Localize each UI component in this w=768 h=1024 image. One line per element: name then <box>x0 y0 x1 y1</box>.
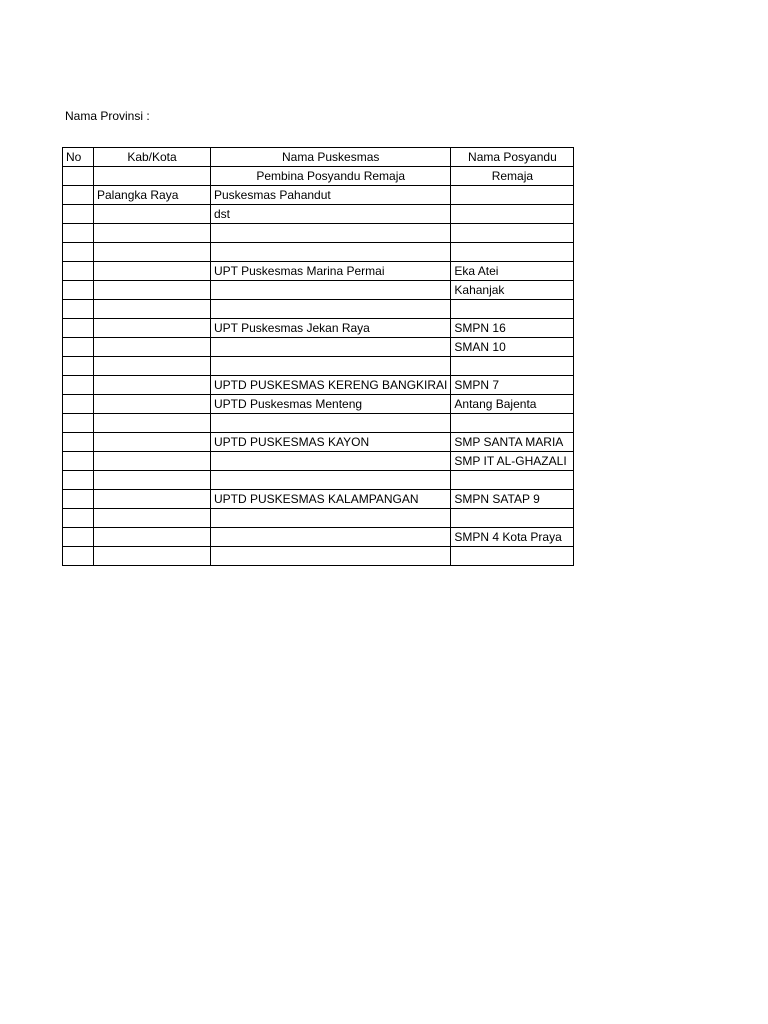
cell-nama-puskesmas[interactable]: UPT Puskesmas Marina Permai <box>211 262 451 281</box>
cell-no[interactable] <box>63 243 94 262</box>
table-row <box>63 490 574 509</box>
posyandu-table <box>62 147 574 566</box>
cell-nama-puskesmas[interactable] <box>211 243 451 262</box>
cell-nama-posyandu[interactable]: SMP IT AL-GHAZALI <box>451 452 574 471</box>
header-no[interactable]: No <box>63 148 94 167</box>
cell-nama-posyandu[interactable]: SMPN 4 Kota Praya <box>451 528 574 547</box>
cell-nama-posyandu[interactable] <box>451 224 574 243</box>
cell-nama-posyandu[interactable]: SMPN SATAP 9 <box>451 490 574 509</box>
cell-no[interactable] <box>63 414 94 433</box>
cell-nama-posyandu[interactable]: SMPN 16 <box>451 319 574 338</box>
cell-nama-puskesmas[interactable]: Puskesmas Pahandut <box>211 186 451 205</box>
cell-kab-kota[interactable] <box>94 205 211 224</box>
cell-nama-posyandu[interactable] <box>451 300 574 319</box>
cell-no[interactable] <box>63 205 94 224</box>
table-row <box>63 395 574 414</box>
cell-nama-puskesmas[interactable]: UPT Puskesmas Jekan Raya <box>211 319 451 338</box>
cell-no[interactable] <box>63 262 94 281</box>
cell-nama-posyandu[interactable]: Eka Atei <box>451 262 574 281</box>
header-kab-kota[interactable]: Kab/Kota <box>94 148 211 167</box>
cell-no[interactable] <box>63 319 94 338</box>
cell-kab-kota[interactable] <box>94 319 211 338</box>
cell-kab-kota[interactable] <box>94 547 211 566</box>
cell-no[interactable] <box>63 300 94 319</box>
table-row <box>63 186 574 205</box>
cell-nama-puskesmas[interactable] <box>211 471 451 490</box>
header-nama-posyandu[interactable]: Nama Posyandu <box>451 148 574 167</box>
cell-no[interactable] <box>63 186 94 205</box>
header-nama-puskesmas[interactable]: Nama Puskesmas <box>211 148 451 167</box>
cell-kab-kota[interactable] <box>94 490 211 509</box>
table-row <box>63 528 574 547</box>
table-row <box>63 509 574 528</box>
cell-no[interactable] <box>63 376 94 395</box>
cell-nama-posyandu[interactable] <box>451 414 574 433</box>
table-row <box>63 319 574 338</box>
cell-nama-puskesmas[interactable] <box>211 528 451 547</box>
cell-no[interactable] <box>63 490 94 509</box>
table-row <box>63 357 574 376</box>
cell-nama-posyandu[interactable] <box>451 547 574 566</box>
cell-nama-puskesmas[interactable] <box>211 509 451 528</box>
cell-nama-puskesmas[interactable]: UPTD PUSKESMAS KALAMPANGAN <box>211 490 451 509</box>
cell-no[interactable] <box>63 224 94 243</box>
cell-nama-posyandu[interactable] <box>451 186 574 205</box>
cell-no[interactable] <box>63 509 94 528</box>
header-remaja[interactable]: Remaja <box>451 167 574 186</box>
cell-nama-puskesmas[interactable]: UPTD PUSKESMAS KAYON <box>211 433 451 452</box>
cell-nama-posyandu[interactable] <box>451 471 574 490</box>
cell-no[interactable] <box>63 338 94 357</box>
cell-nama-puskesmas[interactable]: UPTD PUSKESMAS KERENG BANGKIRAI <box>211 376 451 395</box>
cell-kab-kota[interactable] <box>94 471 211 490</box>
cell-no[interactable] <box>63 395 94 414</box>
cell-kab-kota[interactable] <box>94 395 211 414</box>
cell-kab-kota[interactable] <box>94 414 211 433</box>
header-cell[interactable] <box>94 167 211 186</box>
cell-nama-puskesmas[interactable] <box>211 338 451 357</box>
table-row <box>63 376 574 395</box>
cell-nama-posyandu[interactable] <box>451 357 574 376</box>
cell-kab-kota[interactable]: Palangka Raya <box>94 186 211 205</box>
cell-nama-puskesmas[interactable] <box>211 414 451 433</box>
header-row <box>63 167 574 186</box>
header-pembina-posyandu-remaja[interactable]: Pembina Posyandu Remaja <box>211 167 451 186</box>
cell-nama-posyandu[interactable]: Kahanjak <box>451 281 574 300</box>
cell-kab-kota[interactable] <box>94 357 211 376</box>
cell-kab-kota[interactable] <box>94 224 211 243</box>
table-row <box>63 262 574 281</box>
table-row <box>63 338 574 357</box>
table-row <box>63 224 574 243</box>
cell-no[interactable] <box>63 357 94 376</box>
header-row <box>63 148 574 167</box>
province-label: Nama Provinsi : <box>65 109 150 123</box>
cell-nama-posyandu[interactable]: SMPN 7 <box>451 376 574 395</box>
cell-nama-posyandu[interactable] <box>451 509 574 528</box>
cell-nama-posyandu[interactable]: SMAN 10 <box>451 338 574 357</box>
cell-nama-puskesmas[interactable] <box>211 281 451 300</box>
cell-nama-puskesmas[interactable]: UPTD Puskesmas Menteng <box>211 395 451 414</box>
cell-kab-kota[interactable] <box>94 509 211 528</box>
table-row <box>63 205 574 224</box>
table-row <box>63 471 574 490</box>
cell-no[interactable] <box>63 528 94 547</box>
cell-no[interactable] <box>63 547 94 566</box>
cell-kab-kota[interactable] <box>94 338 211 357</box>
cell-no[interactable] <box>63 433 94 452</box>
cell-nama-puskesmas[interactable] <box>211 357 451 376</box>
cell-kab-kota[interactable] <box>94 262 211 281</box>
header-cell[interactable] <box>63 167 94 186</box>
cell-nama-posyandu[interactable]: SMP SANTA MARIA <box>451 433 574 452</box>
cell-nama-puskesmas[interactable]: dst <box>211 205 451 224</box>
table-row <box>63 547 574 566</box>
cell-nama-posyandu[interactable]: Antang Bajenta <box>451 395 574 414</box>
cell-nama-puskesmas[interactable] <box>211 452 451 471</box>
cell-kab-kota[interactable] <box>94 243 211 262</box>
cell-kab-kota[interactable] <box>94 281 211 300</box>
cell-no[interactable] <box>63 452 94 471</box>
cell-no[interactable] <box>63 471 94 490</box>
table-row <box>63 433 574 452</box>
cell-no[interactable] <box>63 281 94 300</box>
cell-nama-posyandu[interactable] <box>451 205 574 224</box>
cell-kab-kota[interactable] <box>94 452 211 471</box>
table-row <box>63 414 574 433</box>
table-row <box>63 300 574 319</box>
cell-nama-posyandu[interactable] <box>451 243 574 262</box>
cell-nama-puskesmas[interactable] <box>211 300 451 319</box>
cell-kab-kota[interactable] <box>94 300 211 319</box>
table-row <box>63 281 574 300</box>
cell-kab-kota[interactable] <box>94 528 211 547</box>
cell-nama-puskesmas[interactable] <box>211 224 451 243</box>
table-row <box>63 243 574 262</box>
cell-kab-kota[interactable] <box>94 433 211 452</box>
cell-kab-kota[interactable] <box>94 376 211 395</box>
table-row <box>63 452 574 471</box>
cell-nama-puskesmas[interactable] <box>211 547 451 566</box>
